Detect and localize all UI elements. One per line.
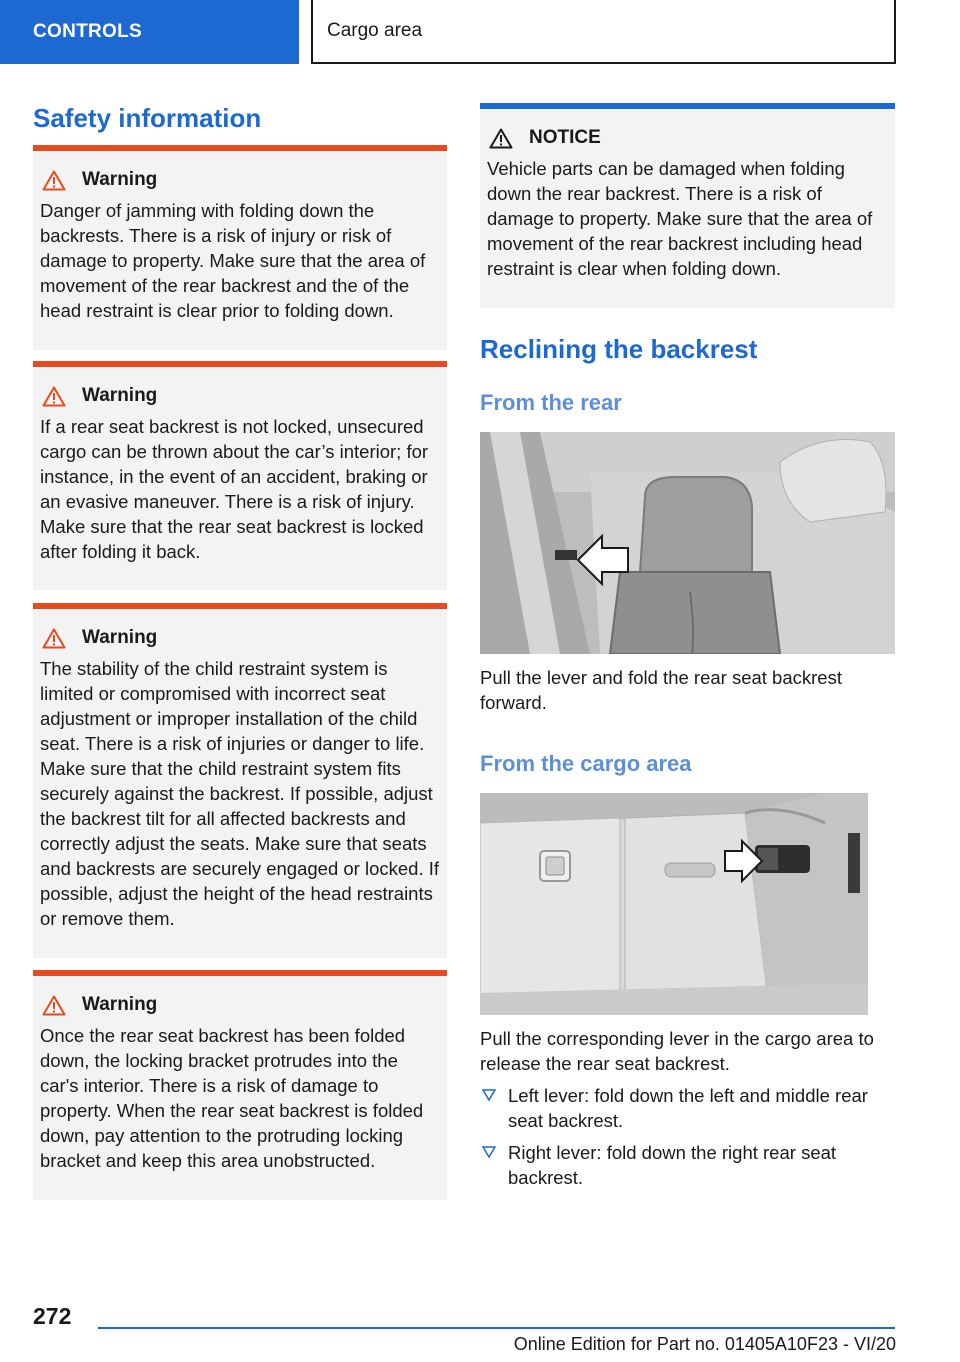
reclining-backrest-heading: Reclining the backrest <box>480 334 758 364</box>
notice-triangle-icon <box>489 128 513 149</box>
bullet-left-lever <box>480 1083 895 1133</box>
warning-triangle-icon <box>42 628 66 649</box>
section-label: CONTROLS <box>33 21 143 42</box>
warning-title <box>40 627 441 649</box>
bullet-triangle-icon <box>482 1088 496 1102</box>
chapter-tab <box>311 0 896 64</box>
warning-text: If a rear seat backrest is not locked, unsecured cargo can be thrown about the car’s interior; for instance, in the event of an accident, braking or an evasive maneuver. There is a risk of injury. Make sure that the rear seat backrest is locked after folding it back. <box>40 416 429 562</box>
rear-seat-lever-illustration <box>480 432 895 654</box>
safety-information-heading: Safety information <box>33 103 262 133</box>
warning-label: Warning <box>82 994 158 1015</box>
section-tab <box>0 0 299 64</box>
warning-label: Warning <box>82 169 158 190</box>
notice-text: Vehicle parts can be damaged when folding down the rear backrest. There is a risk of damage to property. Make sure that the area of movement of the rear backrest including head restraint is clear when folding down. <box>487 158 873 279</box>
cargo-area-lever-illustration <box>480 793 868 1015</box>
warning-box-3 <box>33 603 447 958</box>
warning-text: Once the rear seat backrest has been folded down, the locking bracket protrudes into the car's interior. There is a risk of damage to property. When the rear seat backrest is folded down, pay attention to the protruding locking bracket and keep this area unobstructed. <box>40 1025 424 1171</box>
chapter-label: Cargo area <box>327 20 423 41</box>
from-rear-heading: From the rear <box>480 390 622 415</box>
notice-title <box>487 127 889 149</box>
bullet-text: Left lever: fold down the left and middle rear seat backrest. <box>508 1085 868 1131</box>
from-rear-caption: Pull the lever and fold the rear seat backrest forward. <box>480 667 842 713</box>
warning-box-2 <box>33 361 447 590</box>
notice-label: NOTICE <box>529 127 601 148</box>
warning-title <box>40 169 441 191</box>
warning-triangle-icon <box>42 995 66 1016</box>
warning-text: The stability of the child restraint system is limited or compromised with incorrect seat adjustment or improper installation of the child seat. There is a risk of injuries or danger to life. Make sure that the child restraint system fits securely against the backrest. If possible, adjust the backrest tilt for all affected backrests and correctly adjust the seats. Make sure that seats and backrests are securely engaged or locked. If possible, adjust the height of the head restraints or remove them. <box>40 658 440 929</box>
edition-text: Online Edition for Part no. 01405A10F23 - VI/20 <box>513 1334 896 1354</box>
notice-box <box>480 103 895 308</box>
bullet-triangle-icon <box>482 1145 496 1159</box>
warning-label: Warning <box>82 627 158 648</box>
warning-triangle-icon <box>42 386 66 407</box>
warning-box-1 <box>33 145 447 350</box>
warning-triangle-icon <box>42 170 66 191</box>
warning-text: Danger of jamming with folding down the backrests. There is a risk of injury or risk of damage to property. Make sure that the area of movement of the rear backrest and the of the head restraint is clear prior to folding down. <box>40 200 426 321</box>
from-cargo-heading: From the cargo area <box>480 751 692 776</box>
bullet-right-lever <box>480 1140 895 1190</box>
warning-label: Warning <box>82 385 158 406</box>
warning-title <box>40 385 441 407</box>
warning-box-4 <box>33 970 447 1200</box>
bullet-text: Right lever: fold down the right rear seat backrest. <box>508 1142 837 1188</box>
footer-divider <box>98 1327 895 1329</box>
warning-title <box>40 994 441 1016</box>
from-cargo-caption: Pull the corresponding lever in the cargo area to release the rear seat backrest. <box>480 1028 874 1074</box>
page-number: 272 <box>33 1303 72 1329</box>
